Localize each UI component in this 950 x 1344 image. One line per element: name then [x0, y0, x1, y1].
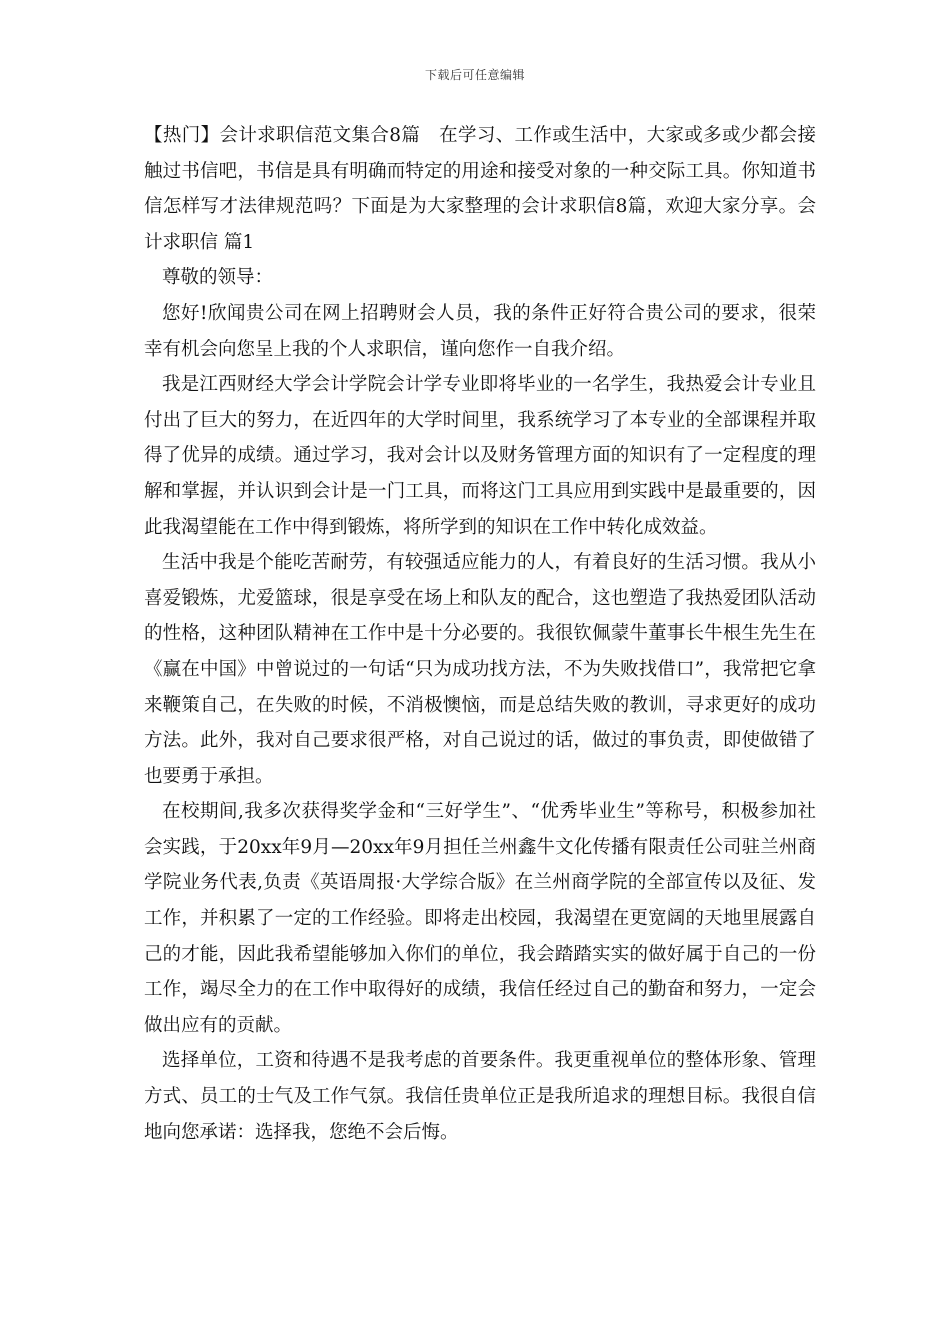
- salutation: 尊敬的领导：: [162, 267, 274, 289]
- intro-paragraph: 【热门】会计求职信范文集合8篇 在学习、工作或生活中，大家或多或少都会接触过书信吧，书信是具有明确而特定的用途和接受对象的一种交际工具。你知道书信怎样写才法律规范吗？下面是为大家整理的会计求职信8篇，欢迎大家分享。会计求职信 篇1: [144, 125, 816, 253]
- page-header-note: 下载后可任意编辑: [424, 68, 525, 82]
- body-paragraph-closing: 选择单位，工资和待遇不是我考虑的首要条件。我更重视单位的整体形象、管理方式、员工的士气及工作气氛。我信任贵单位正是我所追求的理想目标。我很自信地向您承诺：选择我，您绝不会后悔。: [144, 1050, 816, 1143]
- body-paragraph-education: 我是江西财经大学会计学院会计学专业即将毕业的一名学生，我热爱会计专业且付出了巨大的努力，在近四年的大学时间里，我系统学习了本专业的全部课程并取得了优异的成绩。通过学习，我对会计以及财务管理方面的知识有了一定程度的理解和掌握，并认识到会计是一门工具，而将这门工具应用到实践中是最重要的，因此我渴望能在工作中得到锻炼，将所学到的知识在工作中转化成效益。: [144, 374, 816, 538]
- body-paragraph-experience: 在校期间,我多次获得奖学金和“三好学生”、“优秀毕业生”等称号，积极参加社会实践，于20xx年9月—20xx年9月担任兰州鑫牛文化传播有限责任公司驻兰州商学院业务代表,负责《英语周报·大学综合版》在兰州商学院的全部宣传以及征、发工作，并积累了一定的工作经验。即将走出校园，我渴望在更宽阔的天地里展露自己的才能，因此我希望能够加入你们的单位，我会踏踏实实的做好属于自己的一份工作，竭尽全力的在工作中取得好的成绩，我信任经过自己的勤奋和努力，一定会做出应有的贡献。: [144, 801, 816, 1036]
- document-body: [144, 118, 816, 1150]
- body-paragraph-greeting: 您好!欣闻贵公司在网上招聘财会人员，我的条件正好符合贵公司的要求，很荣幸有机会向您呈上我的个人求职信，谨向您作一自我介绍。: [144, 302, 816, 360]
- body-paragraph-personality: 生活中我是个能吃苦耐劳，有较强适应能力的人，有着良好的生活习惯。我从小喜爱锻炼，尤爱篮球，很是享受在场上和队友的配合，这也塑造了我热爱团队活动的性格，这种团队精神在工作中是十分必要的。我很钦佩蒙牛董事长牛根生先生在《赢在中国》中曾说过的一句话“只为成功找方法，不为失败找借口”，我常把它拿来鞭策自己，在失败的时候，不消极懊恼，而是总结失败的教训，寻求更好的成功方法。此外，我对自己要求很严格，对自己说过的话，做过的事负责，即使做错了也要勇于承担。: [144, 552, 816, 787]
